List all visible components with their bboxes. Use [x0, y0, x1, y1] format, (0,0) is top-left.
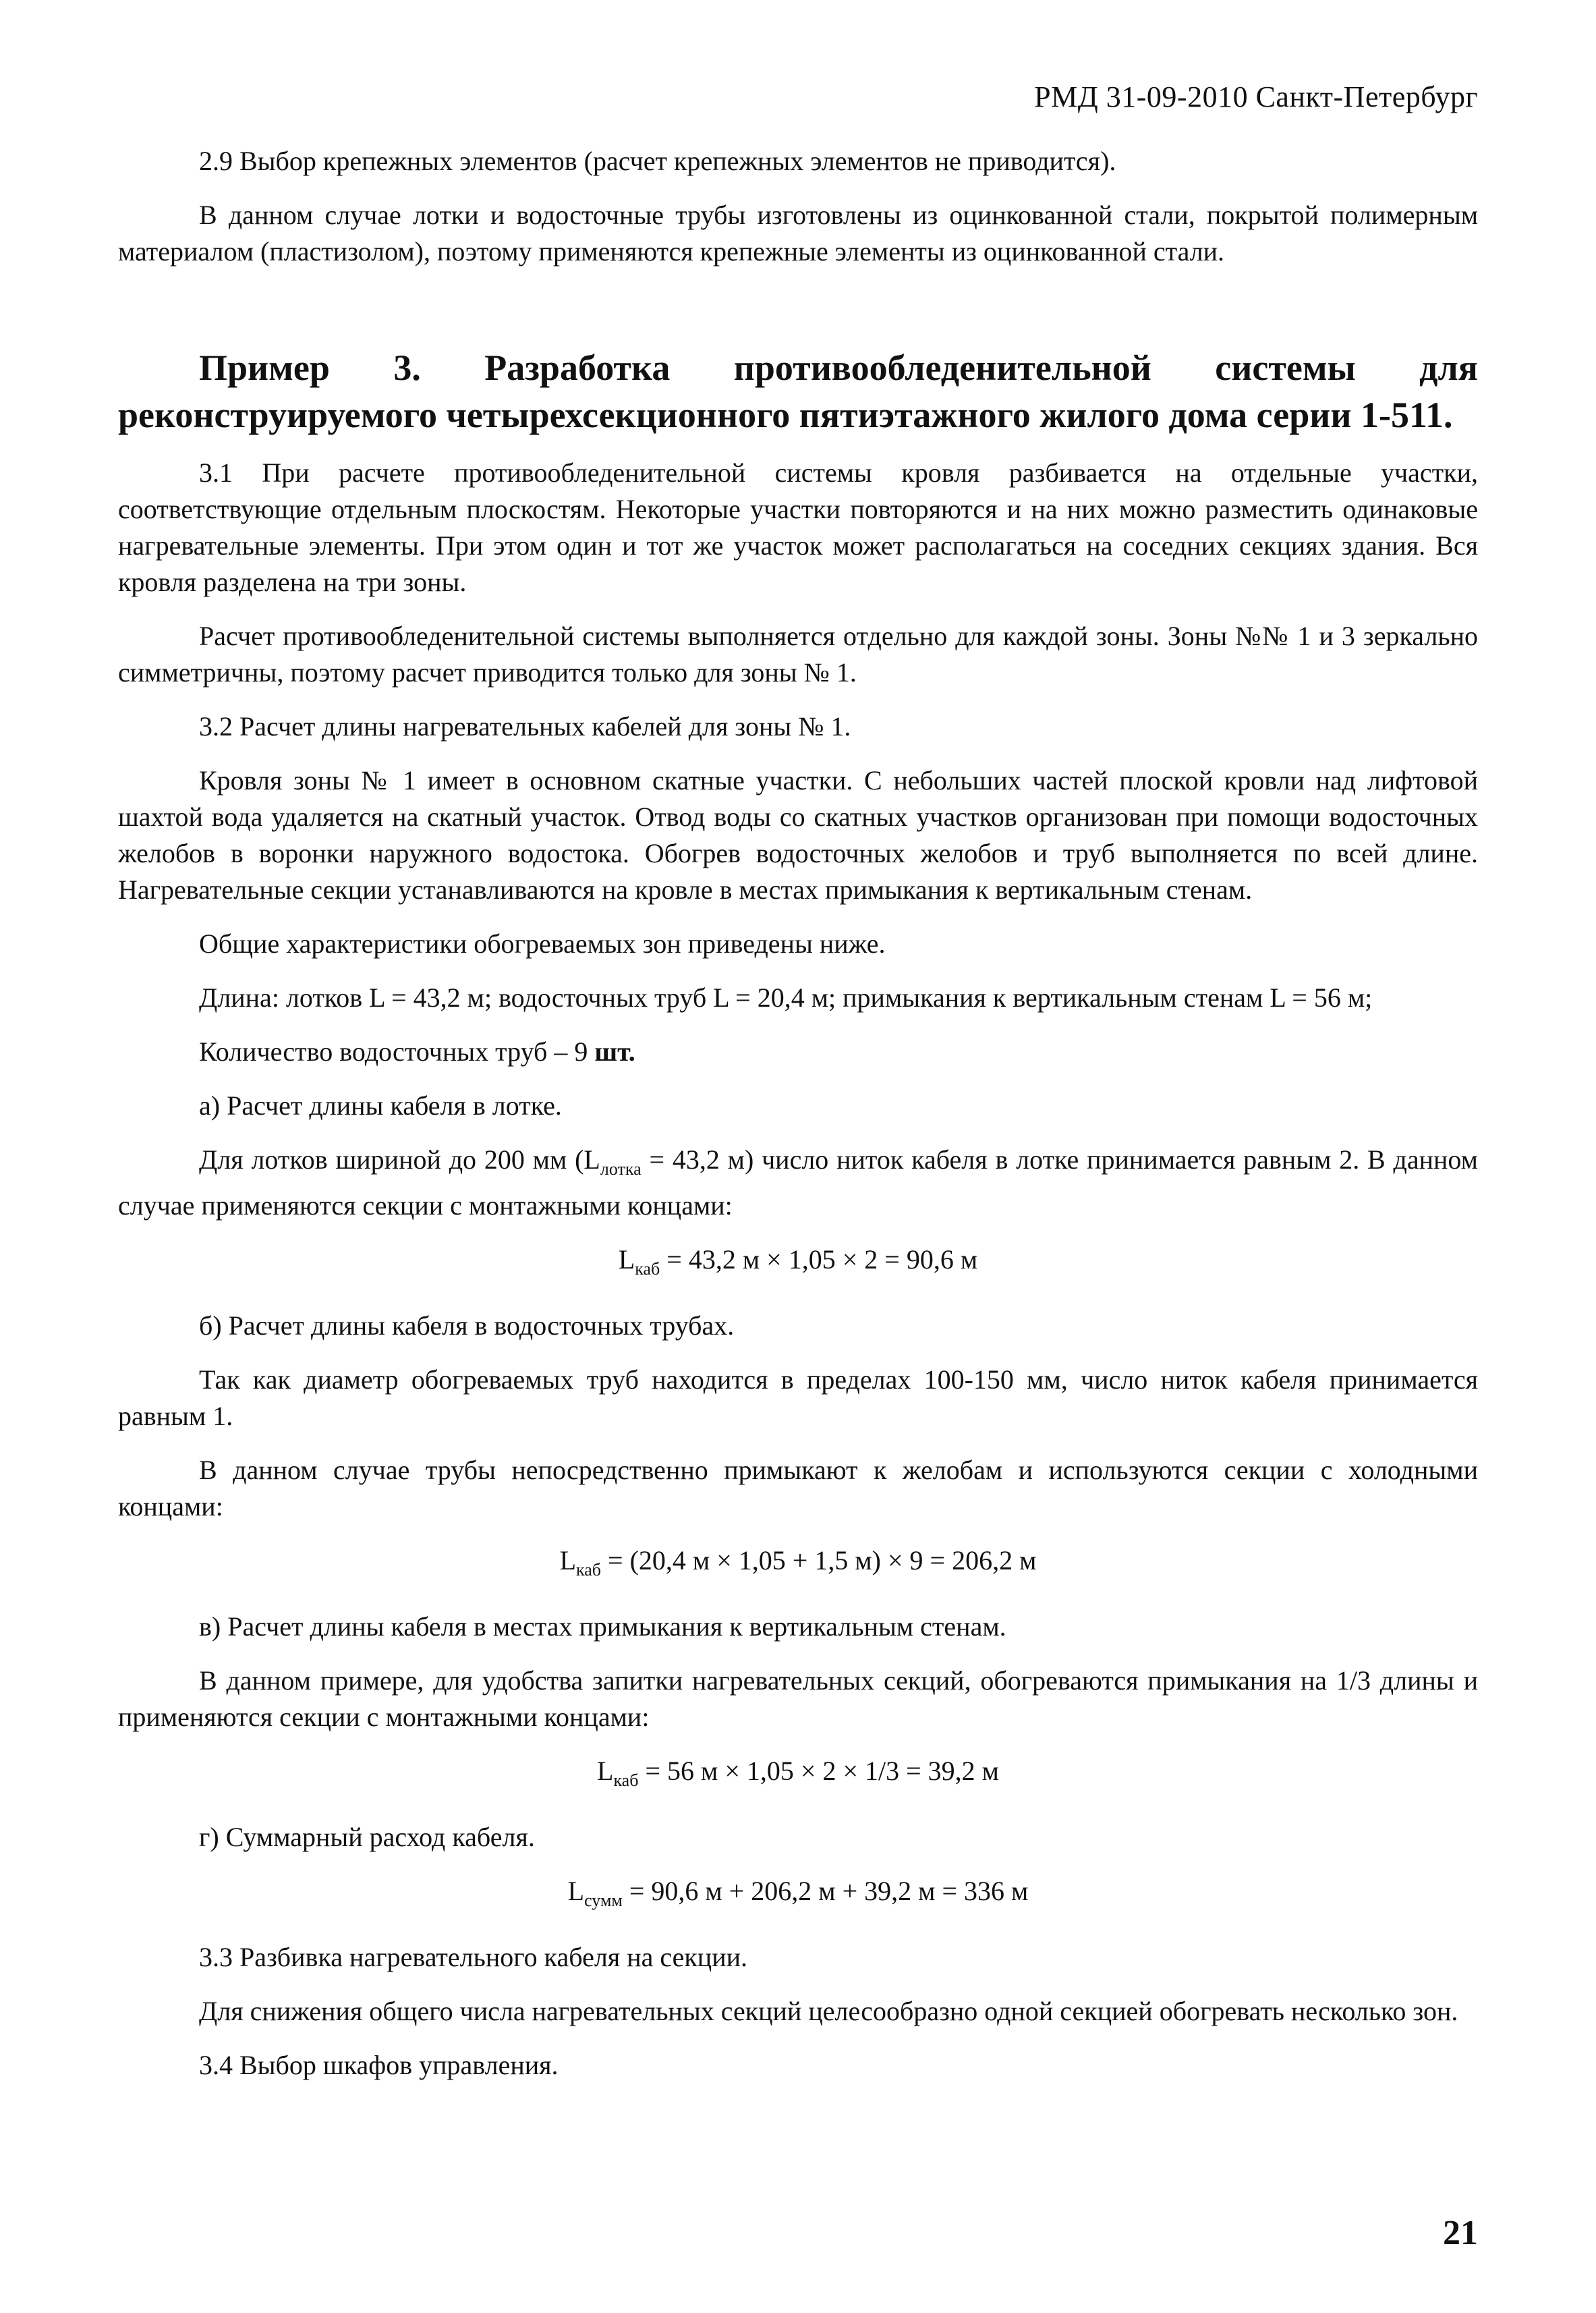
paragraph-v-body: В данном примере, для удобства запитки нагревательных секций, обогреваются примыкания на 1/3 длины и применяются секции с монтажными концами: [118, 1665, 1478, 1732]
formula-sub: каб [635, 1259, 660, 1279]
paragraph-g: г) Суммарный расход кабеля. [199, 1822, 535, 1852]
a-text-1: Для лотков шириной до 200 мм (L [199, 1144, 600, 1175]
formula-sub: каб [576, 1560, 602, 1580]
pipe-count-unit: шт. [594, 1036, 635, 1067]
paragraph-3-4: 3.4 Выбор шкафов управления. [199, 2050, 559, 2080]
formula-var: L [597, 1756, 614, 1786]
a-text-2: = 43,2 м) число ниток кабеля в лотке принимается равным 2. В данном случае применяются секции с монтажными концами: [118, 1144, 1478, 1221]
page-number: 21 [1443, 2214, 1478, 2252]
paragraph-a-body [118, 1142, 1478, 1224]
formula-var: L [559, 1545, 577, 1576]
paragraph-pipe-count [118, 1034, 1478, 1070]
paragraph-3-2: 3.2 Расчет длины нагревательных кабелей для зоны № 1. [199, 711, 851, 742]
paragraph-3-1: 3.1 При расчете противообледенительной системы кровля разбивается на отдельные участки, соответствующие отдельным плоскостям. Некоторые участки повторяются и на них можно разместить одинаковые нагревательные элементы. При этом один и тот же участок может располагаться на соседних секциях здания. Вся кровля разделена на три зоны. [118, 457, 1478, 597]
formula-var: L [567, 1876, 585, 1906]
formula-sub: сумм [584, 1891, 623, 1910]
formula-body: = 56 м × 1,05 × 2 × 1/3 = 39,2 м [638, 1756, 999, 1786]
formula-pipes [118, 1542, 1478, 1588]
paragraph-b-body-2: В данном случае трубы непосредственно примыкают к желобам и используются секции с холодными концами: [118, 1455, 1478, 1522]
paragraph-2-9: 2.9 Выбор крепежных элементов (расчет крепежных элементов не приводится). [199, 146, 1116, 176]
formula-walls [118, 1753, 1478, 1799]
formula-body: = 43,2 м × 1,05 × 2 = 90,6 м [660, 1244, 978, 1275]
paragraph-3-2-body: Кровля зоны № 1 имеет в основном скатные участки. С небольших частей плоской кровли над лифтовой шахтой вода удаляется на скатный участок. Отвод воды со скатных участков организован при помощи водосточных желобов в воронки наружного водостока. Обогрев водосточных желобов и труб выполняется по всей длине. Нагревательные секции устанавливаются на кровле в местах примыкания к вертикальным стенам. [118, 765, 1478, 905]
formula-sub: каб [613, 1771, 639, 1790]
formula-body: = (20,4 м × 1,05 + 1,5 м) × 9 = 206,2 м [601, 1545, 1037, 1576]
paragraph-a: а) Расчет длины кабеля в лотке. [199, 1090, 562, 1121]
paragraph-3-3-body: Для снижения общего числа нагревательных секций целесообразно одной секцией обогревать несколько зон. [199, 1996, 1458, 2026]
paragraph-2-9-body: В данном случае лотки и водосточные трубы изготовлены из оцинкованной стали, покрытой полимерным материалом (пластизолом), поэтому применяются крепежные элементы из оцинкованной стали. [118, 200, 1478, 267]
formula-tray [118, 1242, 1478, 1287]
pipe-count-text: Количество водосточных труб – 9 [199, 1036, 595, 1067]
paragraph-3-3: 3.3 Разбивка нагревательного кабеля на секции. [199, 1942, 748, 1972]
paragraph-general: Общие характеристики обогреваемых зон приведены ниже. [199, 928, 886, 959]
formula-body: = 90,6 м + 206,2 м + 39,2 м = 336 м [622, 1876, 1029, 1906]
paragraph-b: б) Расчет длины кабеля в водосточных трубах. [199, 1310, 735, 1341]
paragraph-b-body: Так как диаметр обогреваемых труб находится в пределах 100-150 мм, число ниток кабеля принимается равным 1. [118, 1364, 1478, 1431]
formula-var: L [618, 1244, 635, 1275]
document-header: РМД 31-09-2010 Санкт-Петербург [1034, 80, 1478, 113]
paragraph-lengths: Длина: лотков L = 43,2 м; водосточных труб L = 20,4 м; примыкания к вертикальным стенам L = 56 м; [199, 982, 1373, 1013]
formula-total [118, 1873, 1478, 1919]
main-text [118, 143, 1478, 2101]
example-3-title: Пример 3. Разработка противообледенительной системы для реконструируемого четырехсекционного пятиэтажного жилого дома серии 1-511. [118, 347, 1478, 435]
paragraph-v: в) Расчет длины кабеля в местах примыкания к вертикальным стенам. [199, 1611, 1006, 1642]
a-text-sub: лотка [600, 1159, 642, 1179]
paragraph-3-1-body: Расчет противообледенительной системы выполняется отдельно для каждой зоны. Зоны №№ 1 и 3 зеркально симметричны, поэтому расчет приводится только для зоны № 1. [118, 621, 1478, 688]
